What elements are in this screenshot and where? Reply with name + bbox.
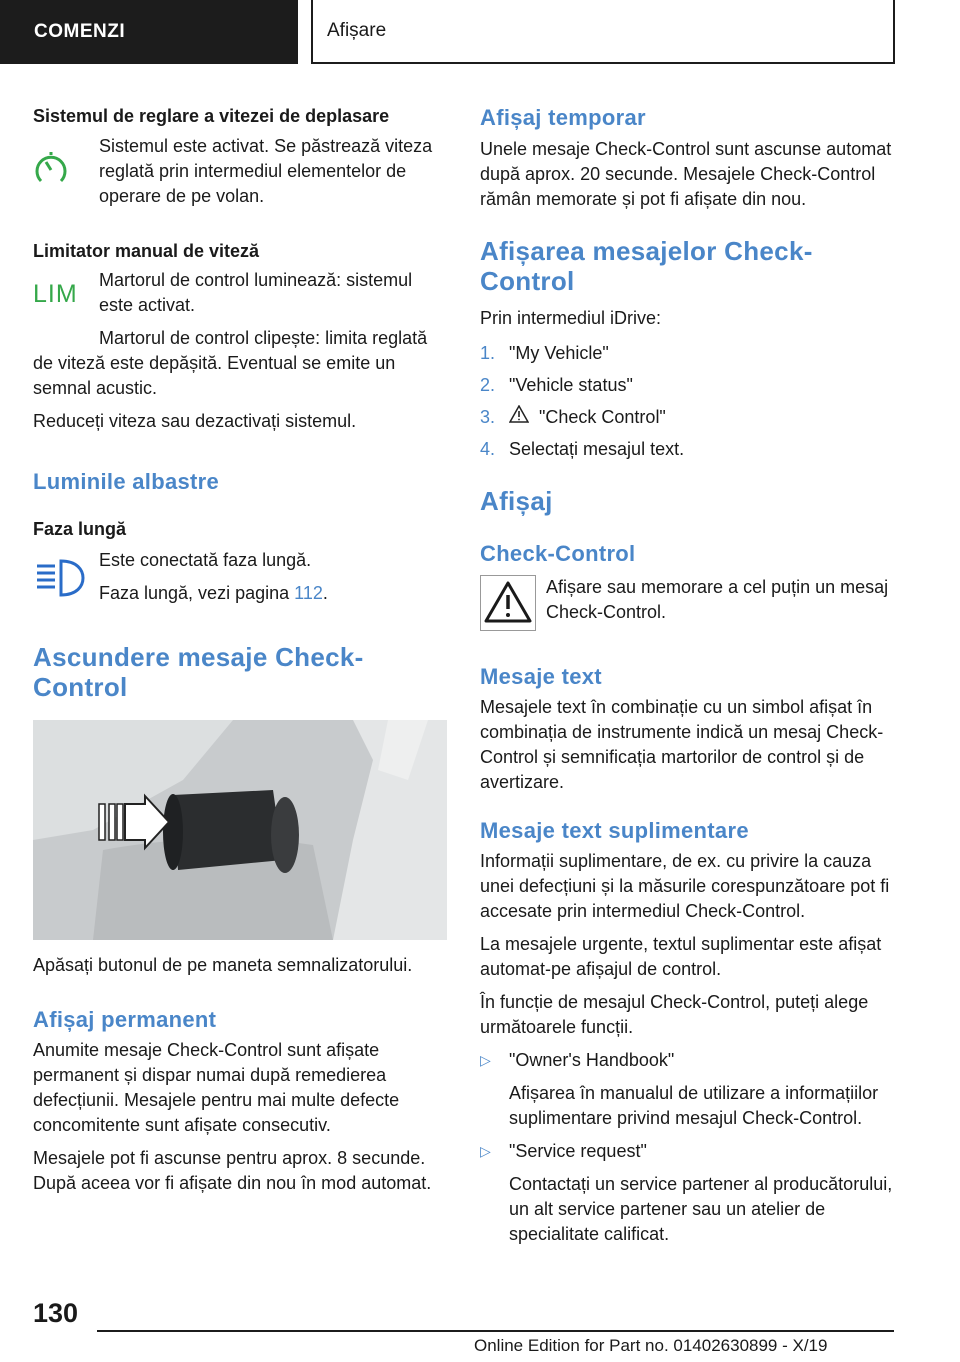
- limiter-row: [33, 268, 447, 318]
- warning-icon: [480, 575, 546, 631]
- idrive-text: Prin intermediul iDrive:: [480, 308, 662, 328]
- list-item: [480, 1048, 894, 1131]
- function-list: [480, 1048, 894, 1247]
- text-msgs-text: Mesajele text în combinație cu un simbol afișat în combinația de instrumente indică un mesaj Check-Control și semnificația martorilor de control și de avertizare.: [480, 697, 884, 792]
- extra-text3: În funcție de mesajul Check-Control, puteți alege următoarele funcții.: [480, 992, 869, 1037]
- high-beam-heading: Faza lungă: [33, 519, 127, 539]
- hide-heading: Ascundere mesaje Check-Control: [33, 642, 364, 702]
- high-beam-text2: Faza lungă, vezi pagina: [99, 583, 290, 603]
- extra-text1: Informații suplimentare, de ex. cu privire la cauza unei defecțiuni și la măsurile corespunzătoare pot fi accesate prin intermediul Check-Control.: [480, 851, 890, 921]
- step-text: Selectați mesajul text.: [509, 439, 685, 459]
- lim-icon: [33, 268, 99, 318]
- extra-text2: La mesajele urgente, textul suplimentar este afișat automat-pe afișajul de control.: [480, 934, 882, 979]
- limiter-text2a: Martorul de control clipește: limita reglată: [99, 328, 428, 348]
- warning-triangle-icon: [509, 405, 539, 430]
- limiter-heading: Limitator manual de viteză: [33, 241, 260, 261]
- blue-lights-heading: Luminile albastre: [33, 469, 220, 494]
- extra-heading: Mesaje text suplimentare: [480, 818, 749, 843]
- turn-signal-lever-photo: [33, 720, 447, 940]
- list-item: [480, 341, 894, 366]
- page-number: 130: [33, 1298, 79, 1328]
- page-title-bar: [311, 0, 895, 64]
- temporary-heading: Afișaj temporar: [480, 105, 646, 130]
- cruise-heading: Sistemul de reglare a vitezei de deplasare: [33, 106, 390, 126]
- bullet-arrow-icon: ▷: [480, 1052, 491, 1068]
- high-beam-icon: [33, 548, 99, 606]
- bullet-title: "Service request": [509, 1141, 647, 1161]
- photo-caption: Apăsați butonul de pe maneta semnalizatorului.: [33, 955, 413, 975]
- left-column: [33, 100, 447, 1196]
- high-beam-ref: Faza lungă, vezi pagina 112.: [99, 583, 328, 603]
- high-beam-text1: Este conectată faza lungă.: [99, 550, 312, 570]
- list-item: [480, 1139, 894, 1247]
- high-beam-row: [33, 548, 447, 606]
- speedometer-icon: [33, 134, 99, 209]
- cruise-row: [33, 134, 447, 209]
- section-label: COMENZI: [34, 21, 126, 42]
- bullet-desc: Contactați un service partener al producătorului, un alt service partener sau un atelier de specialitate calificat.: [509, 1174, 893, 1244]
- limiter-text1: Martorul de control luminează: sistemul este activat.: [99, 270, 413, 315]
- step-text: "Check Control": [539, 407, 666, 427]
- step-number: 2.: [480, 375, 496, 395]
- step-number: 1.: [480, 343, 496, 363]
- permanent-text2: Mesajele pot fi ascunse pentru aprox. 8 secunde. După aceea vor fi afișate din nou în mod automat.: [33, 1148, 432, 1193]
- limiter-text3: Reduceți viteza sau dezactivați sistemul.: [33, 411, 357, 431]
- permanent-heading: Afișaj permanent: [33, 1007, 217, 1032]
- cruise-text: Sistemul este activat. Se păstrează viteza reglată prin intermediul elementelor de operare de pe volan.: [99, 136, 433, 206]
- step-text: "My Vehicle": [509, 343, 609, 363]
- display-heading: Afișaj: [480, 486, 553, 516]
- lim-icon-label: LIM: [33, 280, 78, 308]
- step-text: "Vehicle status": [509, 375, 633, 395]
- cc-heading: Check-Control: [480, 541, 636, 566]
- steps-list: [480, 341, 894, 462]
- temporary-text: Unele mesaje Check-Control sunt ascunse automat după aprox. 20 secunde. Mesajele Check-Control rămân memorate și pot fi afișate din nou.: [480, 139, 892, 209]
- bullet-desc: Afișarea în manualul de utilizare a informațiilor suplimentare privind mesajul Check-Control.: [509, 1083, 879, 1128]
- section-tab: [0, 0, 298, 64]
- list-item: [480, 373, 894, 398]
- page-title: Afișare: [327, 20, 387, 41]
- cc-text: Afișare sau memorare a cel puțin un mesaj Check-Control.: [546, 577, 889, 622]
- bullet-arrow-icon: ▷: [480, 1143, 491, 1159]
- cc-row: [480, 575, 894, 631]
- bullet-title: "Owner's Handbook": [509, 1050, 675, 1070]
- show-heading: Afișarea mesajelor Check-Control: [480, 236, 813, 296]
- right-column: [480, 100, 894, 1247]
- page-link[interactable]: 112: [294, 583, 323, 603]
- edition-footer: Online Edition for Part no. 01402630899 - X/19: [474, 1336, 828, 1355]
- footer-rule: [97, 1330, 894, 1332]
- text-msgs-heading: Mesaje text: [480, 664, 602, 689]
- permanent-text1: Anumite mesaje Check-Control sunt afișate permanent și dispar numai după remedierea defecțiunii. Mesajele pentru mai multe defecte concomitente sunt afișate consecutiv.: [33, 1040, 400, 1135]
- limiter-text2b: de viteză este depășită. Eventual se emite un semnal acustic.: [33, 353, 396, 398]
- step-number: 4.: [480, 439, 496, 459]
- list-item: [480, 437, 894, 462]
- list-item: [480, 405, 894, 430]
- step-number: 3.: [480, 407, 496, 427]
